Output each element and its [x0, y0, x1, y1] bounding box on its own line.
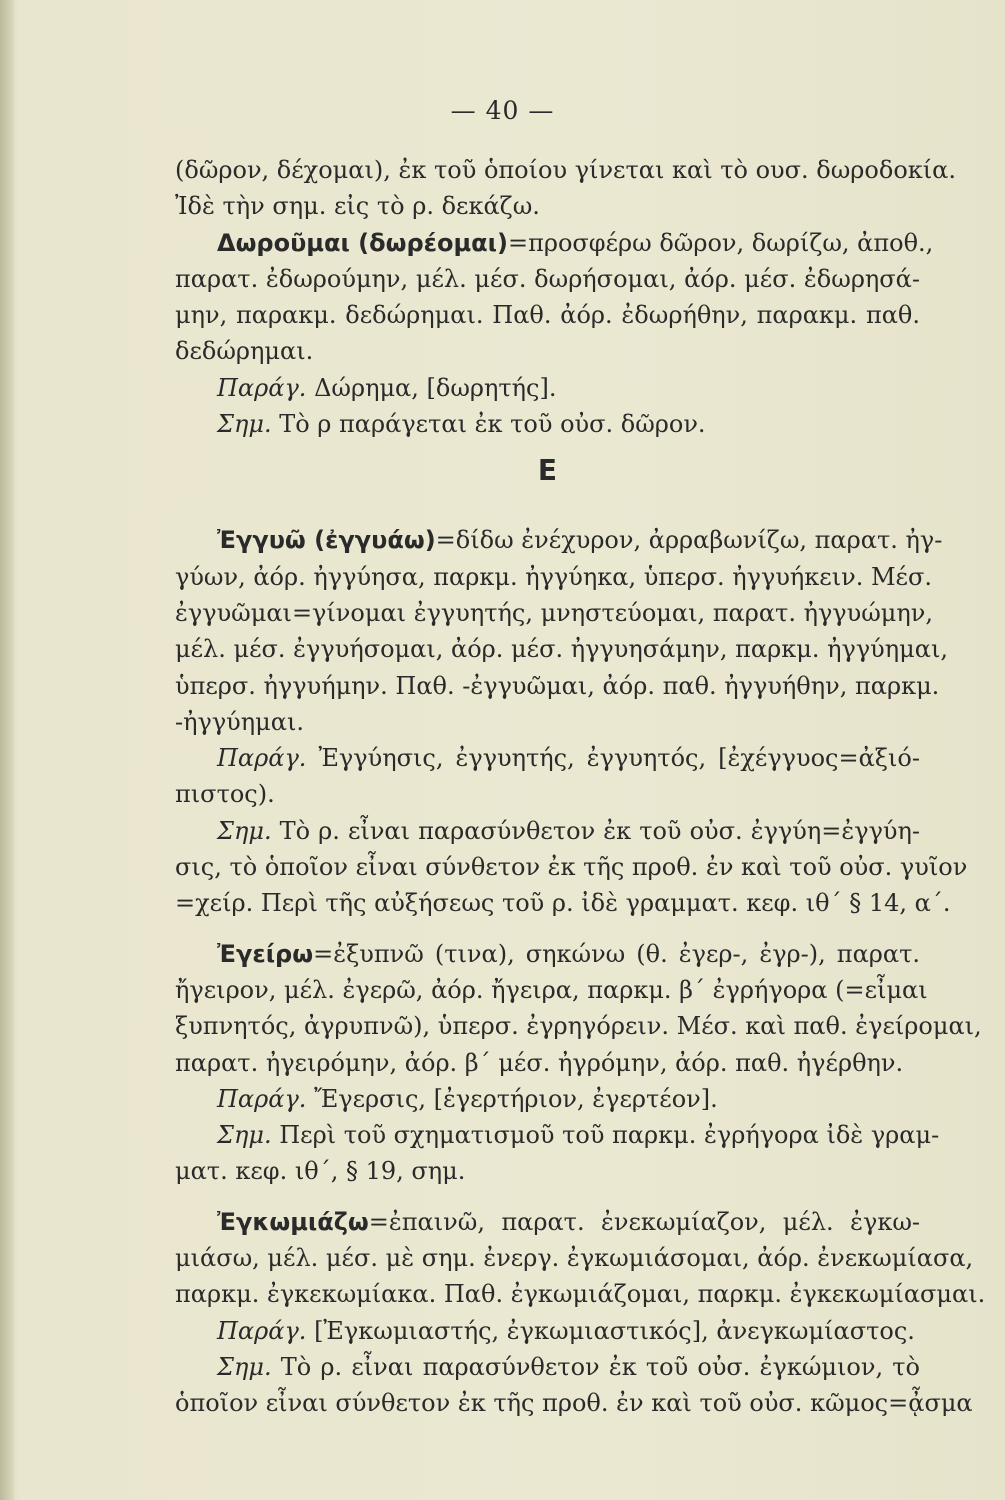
- page-body: [175, 152, 986, 1422]
- derivatives-line: [175, 740, 920, 776]
- text-line: μέλ. μέσ. ἐγγυήσομαι, ἀόρ. μέσ. ἠγγυησάμην, παρκμ. ἠγγύημαι,: [175, 635, 948, 664]
- text-line: ὑπερσ. ἠγγυήμην. Παθ. -ἐγγυῶμαι, ἀόρ. παθ. ἠγγυήθην, παρκμ.: [175, 671, 940, 700]
- note-text: Τὸ ρ παράγεται ἐκ τοῦ οὐσ. δῶρον.: [271, 410, 706, 439]
- entry-definition: =προσφέρω δῶρον, δωρίζω, ἀποθ.,: [507, 228, 934, 257]
- note-line: [175, 813, 920, 849]
- section-letter: Ε: [537, 454, 558, 488]
- text-line: παρατ. ἠγειρόμην, ἀόρ. β´ μέσ. ἠγρόμην, ἀόρ. παθ. ἠγέρθην.: [175, 1048, 904, 1077]
- text-line: γύων, ἀόρ. ἠγγύησα, παρκμ. ἠγγύηκα, ὑπερσ. ἠγγυήκειν. Μέσ.: [175, 562, 932, 591]
- text-line: ξυπνητός, ἀγρυπνῶ), ὑπερσ. ἐγρηγόρειν. Μέσ. καὶ παθ. ἐγείρομαι,: [175, 1012, 982, 1041]
- derivatives-label: Παράγ.: [217, 1084, 307, 1113]
- derivatives-label: Παράγ.: [217, 1316, 307, 1345]
- entry-eggyo-first-line: [175, 522, 943, 558]
- note-label: Σημ.: [217, 410, 272, 439]
- text-line: ματ. κεφ. ιθ´, § 19, σημ.: [175, 1157, 466, 1186]
- entry-egeiro-first-line: [175, 936, 920, 972]
- derivatives-text: [Ἐγκωμιαστής, ἐγκωμιαστικός], ἀνεγκωμίαστος.: [306, 1316, 915, 1345]
- entry-definition: =ἐπαινῶ, παρατ. ἐνεκωμίαζον, μέλ. ἐγκω-: [368, 1207, 920, 1236]
- note-text: Τὸ ρ. εἶναι παρασύνθετον ἐκ τοῦ οὐσ. ἐγγύη=ἐγγύη-: [271, 816, 920, 845]
- text-line: =χείρ. Περὶ τῆς αὐξήσεως τοῦ ρ. ἰδὲ γραμματ. κεφ. ιθ´ § 14, α´.: [175, 889, 951, 918]
- entry-definition: =δίδω ἐνέχυρον, ἀρραβωνίζω, παρατ. ἠγ-: [435, 526, 943, 555]
- text-line: ὁποῖον εἶναι σύνθετον ἐκ τῆς προθ. ἐν καὶ τοῦ οὐσ. κῶμος=ᾆσμα: [175, 1389, 973, 1418]
- page-number: — 40 —: [450, 96, 555, 125]
- text-line: μην, παρακμ. δεδώρημαι. Παθ. ἀόρ. ἐδωρήθην, παρακμ. παθ.: [175, 301, 920, 330]
- text-line: πιστος).: [175, 780, 275, 809]
- text-line: μιάσω, μέλ. μέσ. μὲ σημ. ἐνεργ. ἐγκωμιάσομαι, ἀόρ. ἐνεκωμίασα,: [175, 1244, 974, 1273]
- text-line: δεδώρημαι.: [175, 337, 314, 366]
- text-line: ἐγγυῶμαι=γίνομαι ἐγγυητής, μνηστεύομαι, παρατ. ἠγγυώμην,: [175, 598, 934, 627]
- text-line: παρκμ. ἐγκεκωμίακα. Παθ. ἐγκωμιάζομαι, παρκμ. ἐγκεκωμίασμαι.: [175, 1280, 986, 1309]
- note-line: [175, 406, 920, 442]
- page-spine-shadow: [0, 0, 14, 1500]
- entry-headword: Ἐγκωμιάζω: [217, 1207, 369, 1236]
- derivatives-line: [175, 1081, 920, 1117]
- text-line: Ἰδὲ τὴν σημ. εἰς τὸ ρ. δεκάζω.: [175, 192, 540, 221]
- text-line: σις, τὸ ὁποῖον εἶναι σύνθετον ἐκ τῆς προθ. ἐν καὶ τοῦ οὐσ. γυῖον: [175, 853, 968, 882]
- derivatives-text: Ἐγγύησις, ἐγγυητής, ἐγγυητός, [ἐχέγγυος=ἀξιό-: [306, 744, 920, 773]
- note-line: [175, 1117, 940, 1153]
- note-label: Σημ.: [217, 816, 272, 845]
- derivatives-label: Παράγ.: [217, 373, 307, 402]
- derivatives-line: [175, 370, 920, 406]
- entry-doreo-first-line: [175, 225, 934, 261]
- note-line: [175, 1349, 920, 1385]
- derivatives-label: Παράγ.: [217, 744, 307, 773]
- text-line: παρατ. ἐδωρούμην, μέλ. μέσ. δωρήσομαι, ἀόρ. μέσ. ἐδωρησά-: [175, 264, 920, 293]
- text-line: ἤγειρον, μέλ. ἐγερῶ, ἀόρ. ἤγειρα, παρκμ. β´ ἐγρήγορα (=εἶμαι: [175, 975, 928, 1004]
- entry-headword: Ἐγγυῶ (ἐγγυάω): [217, 526, 436, 555]
- derivatives-line: [175, 1313, 920, 1349]
- entry-egkomiazo-first-line: [175, 1204, 920, 1240]
- entry-definition: =ἐξυπνῶ (τινα), σηκώνω (θ. ἐγερ-, ἐγρ-), παρατ.: [313, 939, 920, 968]
- note-text: Τὸ ρ. εἶναι παρασύνθετον ἐκ τοῦ οὐσ. ἐγκώμιον, τὸ: [271, 1352, 920, 1381]
- note-label: Σημ.: [217, 1121, 272, 1150]
- derivatives-text: Ἔγερσις, [ἐγερτήριον, ἐγερτέον].: [306, 1084, 718, 1113]
- entry-headword: Ἐγείρω: [217, 939, 314, 968]
- text-line: -ἠγγύημαι.: [175, 707, 304, 736]
- text-line: (δῶρον, δέχομαι), ἐκ τοῦ ὁποίου γίνεται καὶ τὸ ουσ. δωροδοκία.: [175, 156, 957, 184]
- derivatives-text: Δώρημα, [δωρητής].: [306, 373, 557, 402]
- note-text: Περὶ τοῦ σχηματισμοῦ τοῦ παρκμ. ἐγρήγορα ἰδὲ γραμ-: [271, 1121, 940, 1150]
- note-label: Σημ.: [217, 1352, 272, 1381]
- entry-headword: Δωροῦμαι (δωρέομαι): [217, 228, 508, 257]
